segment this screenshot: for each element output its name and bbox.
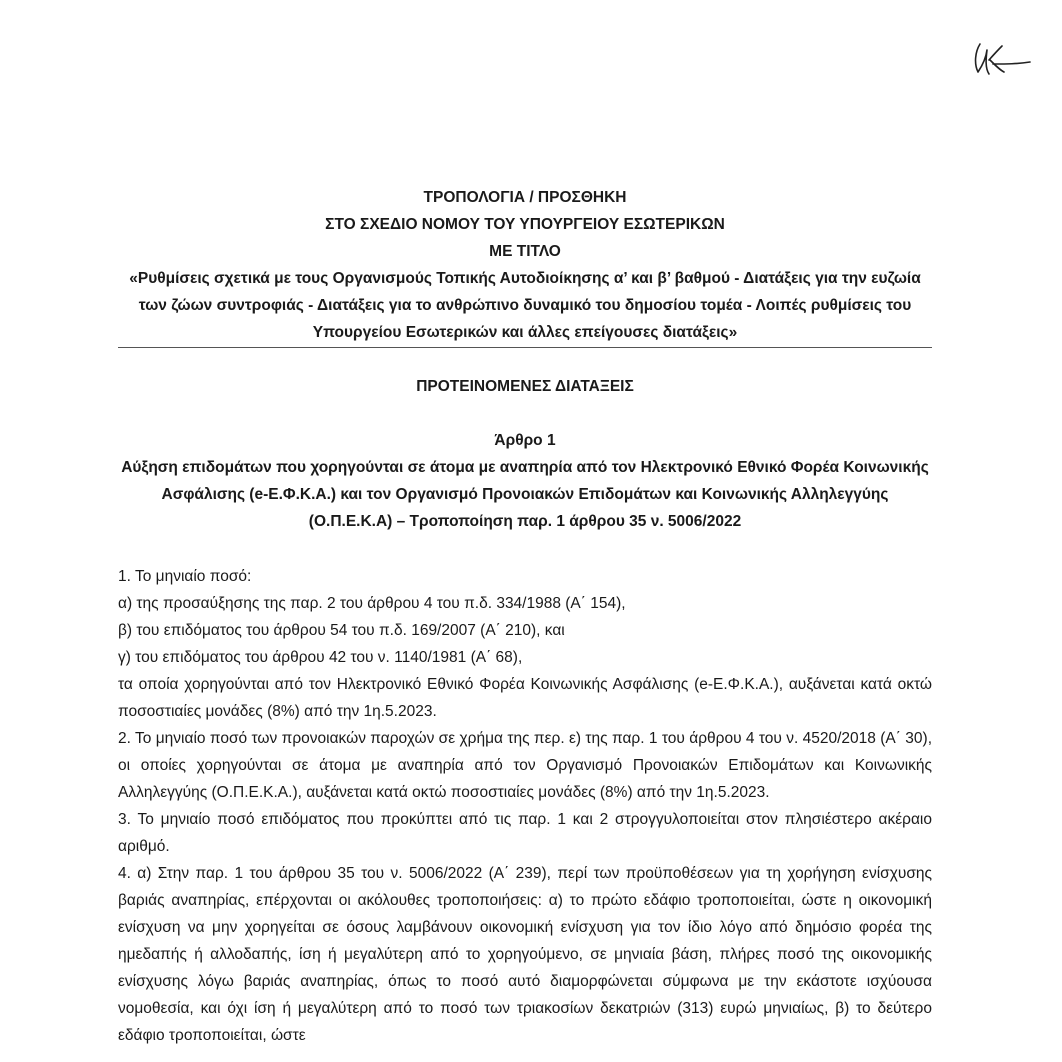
handwritten-initials-icon — [966, 38, 1032, 82]
paragraph-4: 4. α) Στην παρ. 1 του άρθρου 35 του ν. 5006/2022 (Α΄ 239), περί των προϋποθέσεων για τη χορήγηση ενίσχυσης βαριάς αναπηρίας, επέρχονται οι ακόλουθες τροποποιήσεις: α) το πρώτο εδάφιο τροποποιείται, ώστε η οικονομική ενίσχυση να μην χορηγείται σε όσους λαμβάνουν οικονομική ενίσχυση για τον ίδιο λόγο από δημόσιο φορέα της ημεδαπής ή αλλοδαπής, ίση ή μεγαλύτερη από το χορηγούμενο, σε μηνιαία βάση, πλήρες ποσό της οικονομικής ενίσχυσης λόγω βαριάς αναπηρίας, όπως το ποσό αυτό διαμορφώνεται σύμφωνα με την εκάστοτε ισχύουσα νομοθεσία, και όχι ίση ή μεγαλύτερη από το ποσό των τριακοσίων δεκατριών (313) ευρώ μηνιαίως, β) το δεύτερο εδάφιο τροποποιείται, ώστε — [118, 865, 932, 1044]
paragraph-3: 3. Το μηνιαίο ποσό επιδόματος που προκύπτει από τις παρ. 1 και 2 στρογγυλοποιείται στον πλησιέστερο ακέραιο αριθμό. — [118, 811, 932, 855]
paragraph-1-rest: τα οποία χορηγούνται από τον Ηλεκτρονικό Εθνικό Φορέα Κοινωνικής Ασφάλισης (e-Ε.Φ.Κ.Α.), αυξάνεται κατά οκτώ ποσοστιαίες μονάδες (8%) από την 1η.5.2023. — [118, 676, 932, 720]
article-body — [118, 563, 932, 1049]
bill-ministry-line: ΣΤΟ ΣΧΕΔΙΟ ΝΟΜΟΥ ΤΟΥ ΥΠΟΥΡΓΕΙΟΥ ΕΣΩΤΕΡΙΚΩΝ — [325, 216, 725, 233]
section-title: ΠΡΟΤΕΙΝΟΜΕΝΕΣ ΔΙΑΤΑΞΕΙΣ — [416, 378, 634, 395]
paragraph-1-intro: 1. Το μηνιαίο ποσό: — [118, 568, 252, 585]
paragraph-1-item-a: α) της προσαύξησης της παρ. 2 του άρθρου 4 του π.δ. 334/1988 (Α΄ 154), — [118, 595, 626, 612]
paragraph-2: 2. Το μηνιαίο ποσό των προνοιακών παροχών σε χρήμα της περ. ε) της παρ. 1 του άρθρου 4 του ν. 4520/2018 (Α΄ 30), οι οποίες χορηγούνται σε άτομα με αναπηρία από τον Οργανισμό Προνοιακών Επιδομάτων και Κοινωνικής Αλληλεγγύης (Ο.Π.Ε.Κ.Α.), αυξάνεται κατά οκτώ ποσοστιαίες μονάδες (8%) από την 1η.5.2023. — [118, 730, 932, 801]
article-heading: Αύξηση επιδομάτων που χορηγούνται σε άτομα με αναπηρία από τον Ηλεκτρονικό Εθνικό Φορέα Κοινωνικής Ασφάλισης (e-Ε.Φ.Κ.Α.) και τον Οργανισμό Προνοιακών Επιδομάτων και Κοινωνικής Αλληλεγγύης (Ο.Π.Ε.Κ.Α) – Τροποποίηση παρ. 1 άρθρου 35 ν. 5006/2022 — [121, 459, 929, 530]
paragraph-1-item-c: γ) του επιδόματος του άρθρου 42 του ν. 1140/1981 (Α΄ 68), — [118, 649, 523, 666]
amendment-title-block — [118, 184, 932, 346]
bill-title-label: ΜΕ ΤΙΤΛΟ — [489, 243, 561, 260]
paragraph-1-item-b: β) του επιδόματος του άρθρου 54 του π.δ. 169/2007 (Α΄ 210), και — [118, 622, 565, 639]
amendment-label: ΤΡΟΠΟΛΟΓΙΑ / ΠΡΟΣΘΗΚΗ — [423, 189, 627, 206]
article-number: Άρθρο 1 — [494, 432, 556, 449]
title-divider — [118, 347, 932, 348]
bill-title: «Ρυθμίσεις σχετικά με τους Οργανισμούς Τοπικής Αυτοδιοίκησης α’ και β’ βαθμού - Διατάξεις για την ευζωία των ζώων συντροφιάς - Διατάξεις για το ανθρώπινο δυναμικό του δημοσίου τομέα - Λοιπές ρυθμίσεις του Υπουργείου Εσωτερικών και άλλες επείγουσες διατάξεις» — [129, 270, 921, 341]
